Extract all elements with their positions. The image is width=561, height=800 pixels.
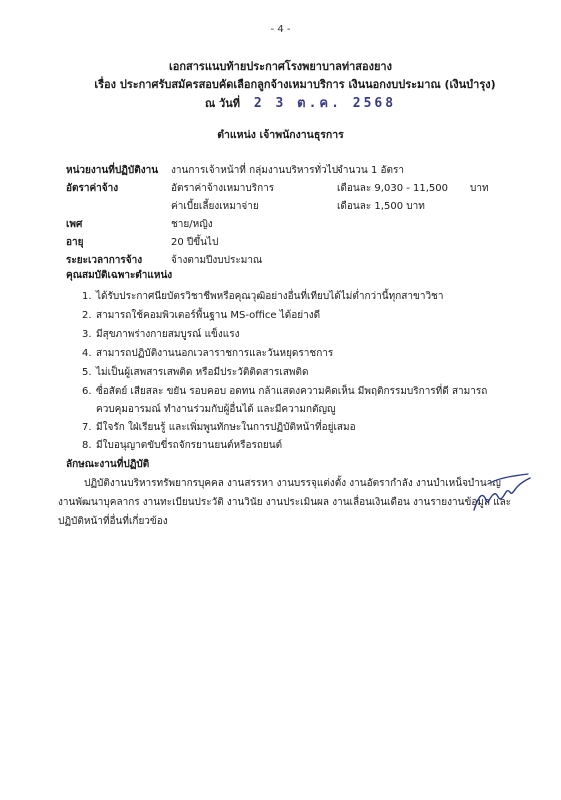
qualification-item: 2. สามารถใช้คอมพิวเตอร์พื้นฐาน MS-office ได้อย่างดี [82,310,321,321]
wage-item-2: ค่าเบี้ยเลี้ยงเหมาจ่าย [171,201,259,212]
date-label: ณ วันที่ [205,97,240,110]
qualifications-heading: คุณสมบัติเฉพาะตำแหน่ง [66,270,173,281]
wage-item-1-amount: เดือนละ 9,030 - 11,500 [337,183,449,194]
duties-line-3: ปฏิบัติหน้าที่อื่นที่เกี่ยวข้อง [58,516,168,527]
qualification-item: 8. มีใบอนุญาตขับขี่รถจักรยานยนต์หรือรถยนต์ [82,440,283,451]
age-label: อายุ [66,237,84,248]
age-value: 20 ปีขึ้นไป [171,237,219,248]
wage-item-2-amount: เดือนละ 1,500 บาท [337,201,425,212]
signature-mark [468,470,538,516]
page-number: - 4 - [270,24,291,35]
sex-label: เพศ [66,219,83,230]
unit-label: หน่วยงานที่ปฏิบัติงาน [66,165,159,176]
document-subject: เรื่อง ประกาศรับสมัครสอบคัดเลือกลูกจ้างเหมาบริการ เงินนอกงบประมาณ (เงินบำรุง) [94,78,496,91]
term-label: ระยะเวลาการจ้าง [66,255,143,266]
qualification-item-6-continuation: ควบคุมอารมณ์ ทำงานร่วมกับผู้อื่นได้ และมีความกตัญญู [96,404,336,415]
duties-heading: ลักษณะงานที่ปฏิบัติ [66,459,150,470]
wage-label: อัตราค่าจ้าง [66,183,119,194]
duties-line-2: งานพัฒนาบุคลากร งานทะเบียนประวัติ งานวินัย งานประเมินผล งานเลื่อนเงินเดือน งานรายงานข้อมูล และ [58,497,512,508]
position-title: ตำแหน่ง เจ้าพนักงานธุรการ [217,129,344,141]
duties-line-1: ปฏิบัติงานบริหารทรัพยากรบุคคล งานสรรหา งานบรรจุแต่งตั้ง งานอัตรากำลัง งานบำเหน็จบำนาญ [84,478,501,489]
sex-value: ชาย/หญิง [171,219,213,230]
term-value: จ้างตามปีงบประมาณ [171,255,263,266]
wage-unit: บาท [470,183,489,194]
qualification-item: 3. มีสุขภาพร่างกายสมบูรณ์ แข็งแรง [82,329,240,340]
qualification-item: 4. สามารถปฏิบัติงานนอกเวลาราชการและวันหยุดราชการ [82,348,334,359]
unit-value: งานการเจ้าหน้าที่ กลุ่มงานบริหารทั่วไป [171,165,339,176]
announcement-date [205,92,396,113]
date-stamp: 2 3 ต.ค. 2568 [253,96,397,111]
qualification-item: 5. ไม่เป็นผู้เสพสารเสพติด หรือมีประวัติติดสารเสพติด [82,367,309,378]
wage-item-1: อัตราค่าจ้างเหมาบริการ [171,183,275,194]
qualification-item: 6. ซื่อสัตย์ เสียสละ ขยัน รอบคอบ อดทน กล้าแสดงความคิดเห็น มีพฤติกรรมบริการที่ดี สามารถ [82,386,488,397]
unit-count: จำนวน 1 อัตรา [337,165,404,176]
qualification-item: 1. ได้รับประกาศนียบัตรวิชาชีพหรือคุณวุฒิอย่างอื่นที่เทียบได้ไม่ต่ำกว่านี้ทุกสาขาวิชา [82,291,444,302]
document-title: เอกสารแนบท้ายประกาศโรงพยาบาลท่าสองยาง [169,60,392,73]
qualification-item: 7. มีใจรัก ใฝ่เรียนรู้ และเพิ่มพูนทักษะในการปฏิบัติหน้าที่อยู่เสมอ [82,422,356,433]
